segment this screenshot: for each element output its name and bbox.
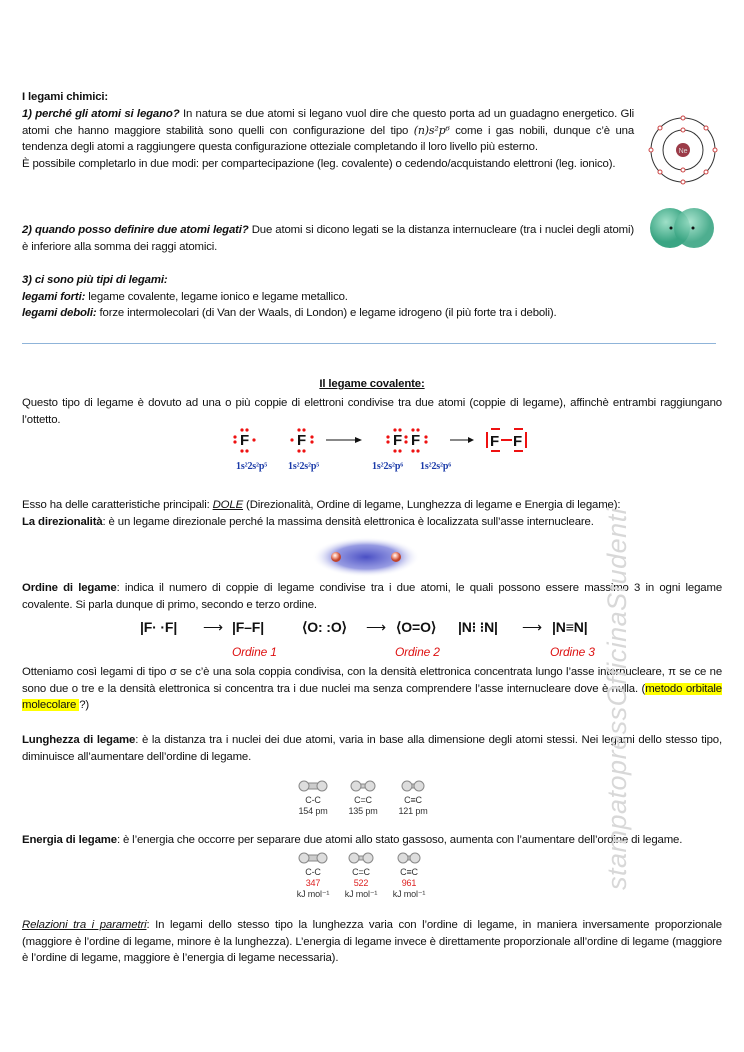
paragraph-bonded-atoms: 2) quando posso definire due atomi legati? Due atomi si dicono legati se la distanza internucleare (tra i nuclei degli atomi) è inferiore alla somma dei raggi atomici. [22, 224, 634, 253]
bond-length-item: C=C 135 pm [343, 780, 383, 817]
highlighted-text: metodo orbitale molecolare [22, 682, 722, 712]
paragraph-bond-types: 3) ci sono più tipi di legami: legami forti: legame covalente, legame ionico e legame metallico. legami deboli: forze intermolecolari (di Van der Waals, di London) e legame idrogeno (il più forte tra i deboli). [22, 274, 557, 320]
svg-text:F: F [411, 432, 421, 449]
formula-n-atoms: |N⁝ ⁝N| [458, 619, 498, 635]
watermark: stampatopressOfficinaStudenti [602, 507, 632, 890]
svg-text:Ne: Ne [678, 148, 688, 155]
neon-atom-diagram [648, 110, 718, 190]
electron-density-image [312, 537, 420, 577]
svg-text:F: F [513, 433, 523, 450]
section-heading: I legami chimici: [22, 91, 109, 103]
paragraph-bond-length: Lunghezza di legame: è la distanza tra i nuclei dei due atomi, varia in base alla dimensione degli atomi stessi. Nei legami dello stesso tipo, diminuisce all’aumentare dell’ordine di legame. [22, 734, 722, 763]
bond-order-diagram: |F· ·F| ⟶ |F–F| ⟨O: :O⟩ ⟶ ⟨O=O⟩ |N⁝ ⁝N| ⟶ |N≡N| Ordine 1 Ordine 2 Ordine 3 [140, 619, 595, 659]
formula-f2: |F–F| [232, 619, 264, 635]
svg-text:F: F [393, 432, 403, 449]
electron-config: 1s²2s²p⁵ [288, 461, 320, 472]
formula-o-atoms: ⟨O: :O⟩ [302, 619, 347, 635]
order-label: Ordine 2 [395, 645, 440, 659]
electron-config: 1s²2s²p⁶ [420, 461, 452, 472]
order-label: Ordine 1 [232, 645, 277, 659]
bond-energy-item: C-C 347 kJ mol⁻¹ [293, 852, 333, 900]
bond-length-item: C-C 154 pm [293, 780, 333, 817]
formula-n2: |N≡N| [552, 619, 588, 635]
covalent-title: Il legame covalente: [319, 378, 425, 390]
svg-text:F: F [297, 432, 307, 449]
paragraph-relations: Relazioni tra i parametri: In legami dello stesso tipo la lunghezza varia con l’ordine di legame, in maniera inversamente proporzionale (maggiore è l’ordine di legame, minore è la lunghezza). L’energia di legame invece è direttamente proporzionale all’ordine di legame (maggiore è l’ordine di legame, maggiore è l’energia di legame necessaria). [22, 919, 722, 965]
fluorine-lewis-diagram [230, 425, 530, 475]
bond-length-item: C≡C 121 pm [393, 780, 433, 817]
formula-f-atoms: |F· ·F| [140, 619, 178, 635]
paragraph-why-bond: 1) perché gli atomi si legano? In natura se due atomi si legano vuol dire che questo porta ad un guadagno energetico. Gli atomi che hanno maggiore stabilità sono quelli con configurazione del tipo (n)s²p⁶ come i gas nobili, dunque c’è una tendenza degli atomi a raggiungere questa configurazione otteziale completando il loro livello più esterno. È possibile completarlo in due modi: per compartecipazione (leg. covalente) o cedendo/acquistando elettroni (leg. ionico). [22, 108, 635, 171]
bond-energy-figure [293, 852, 443, 907]
electron-config: 1s²2s²p⁶ [372, 461, 404, 472]
paragraph-characteristics: Esso ha delle caratteristiche principali: DOLE (Direzionalità, Ordine di legame, Lunghezza di legame e Energia di legame): La direzionalità: è un legame direzionale perché la massima densità elettronica è localizzata sull’asse internucleare. [22, 499, 621, 528]
bond-energy-item: C≡C 961 kJ mol⁻¹ [389, 852, 429, 900]
overlapping-atoms-image [648, 206, 718, 250]
divider [22, 343, 716, 344]
svg-text:F: F [240, 432, 250, 449]
formula-o2: ⟨O=O⟩ [396, 619, 437, 635]
bond-length-figure [293, 780, 443, 825]
order-label: Ordine 3 [550, 645, 595, 659]
paragraph-bond-order: Ordine di legame: indica il numero di coppie di legame condivise tra i due atomi, le quali possono essere massimo 3 in ogni legame covalente. Si parla dunque di primo, secondo e terzo ordine. [22, 582, 723, 611]
paragraph-bond-energy: Energia di legame: è l’energia che occorre per separare due atomi allo stato gassoso, aumenta con l’aumentare dell’ordine di legame. [22, 834, 683, 846]
paragraph-covalent-intro: Questo tipo di legame è dovuto ad una o più coppie di elettroni condivise tra due atomi (coppie di legame), affinchè entrambi raggiungano l’ottetto. [22, 397, 722, 426]
electron-config: 1s²2s²p⁵ [236, 461, 268, 472]
bond-energy-item: C=C 522 kJ mol⁻¹ [341, 852, 381, 900]
paragraph-sigma-pi: Otteniamo così legami di tipo σ se c’è una sola coppia condivisa, con la densità elettronica concentrata lungo l’asse internucleare, π se ce ne sono due o tre e la densità elettronica si concentra tra i due nuclei ma senza comprendere l’asse internucleare dove è nulla. (metodo orbitale molecolare ?) [22, 666, 722, 712]
svg-text:F: F [490, 433, 500, 450]
